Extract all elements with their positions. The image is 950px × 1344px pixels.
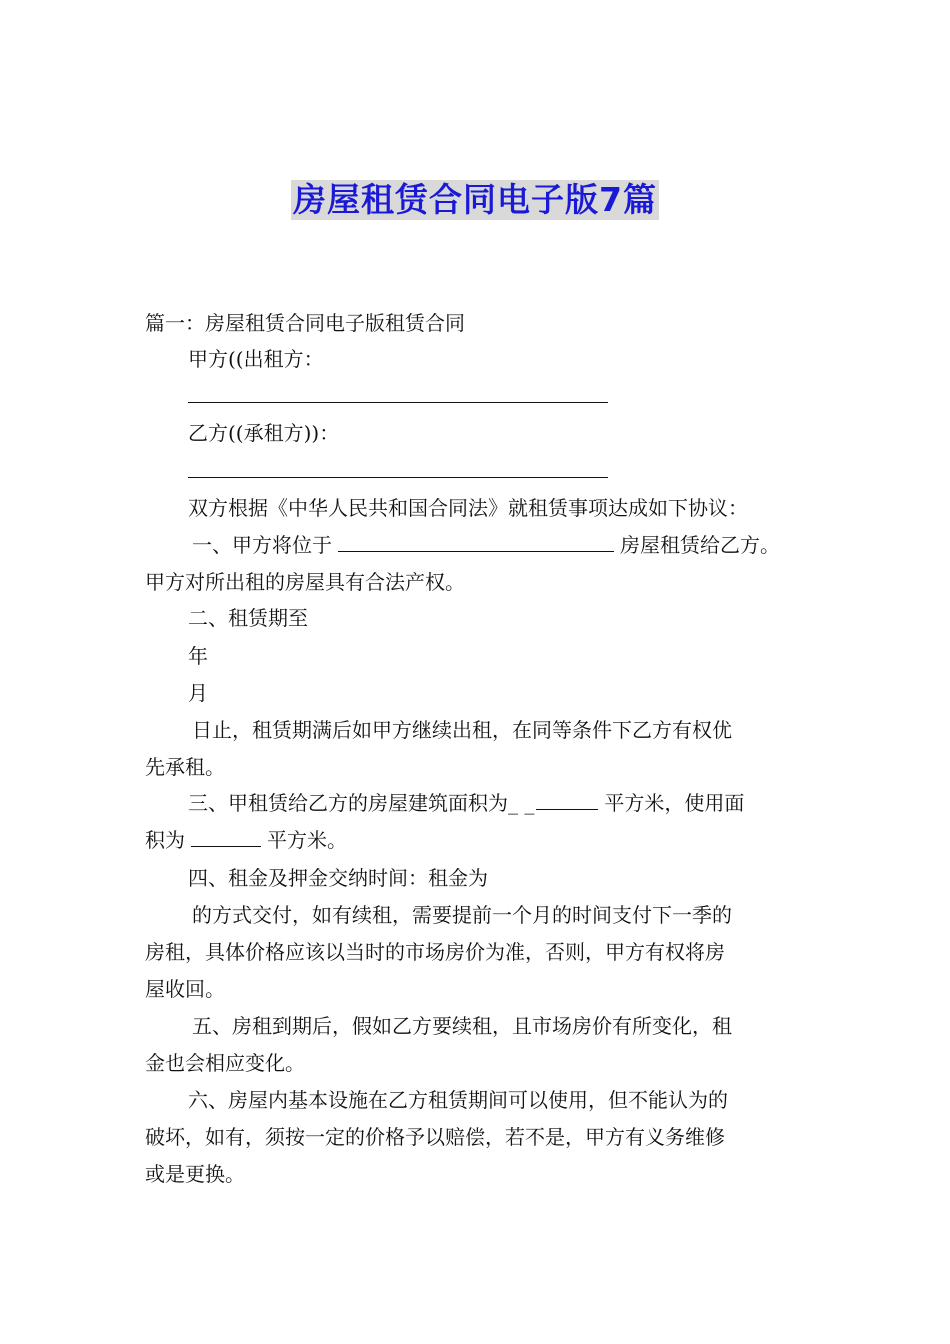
party-b-blank-line [188, 477, 608, 478]
clause-2-line-3: 月 [188, 681, 208, 705]
clause-4-line-1: 四、租金及押金交纳时间：租金为 [188, 866, 488, 890]
section-heading: 篇一：房屋租赁合同电子版租赁合同 [145, 311, 465, 335]
clause-6-line-2: 破坏，如有，须按一定的价格予以赔偿，若不是，甲方有义务维修 [145, 1125, 725, 1149]
clause-3-usable-area-blank [191, 828, 261, 847]
clause-2-line-4: 日止，租赁期满后如甲方继续出租，在同等条件下乙方有权优 [192, 718, 732, 742]
clause-3-line-2-prefix: 积为 [145, 828, 185, 852]
party-b-label: 乙方((承租方))： [188, 421, 340, 445]
clause-4-line-2: 的方式交付，如有续租，需要提前一个月的时间支付下一季的 [192, 903, 732, 927]
clause-1-address-blank [338, 533, 614, 552]
clause-6-line-1: 六、房屋内基本设施在乙方租赁期间可以使用，但不能认为的 [188, 1088, 728, 1112]
party-a-label: 甲方((出租方： [188, 347, 324, 371]
title-wrap [0, 180, 950, 220]
clause-1-line-2: 甲方对所出租的房屋具有合法产权。 [145, 570, 465, 594]
clause-2-line-2: 年 [188, 644, 208, 668]
clause-3-line-2 [145, 827, 347, 853]
clause-3-suffix: 平方米，使用面 [604, 791, 745, 815]
clause-5-line-2: 金也会相应变化。 [145, 1051, 305, 1075]
clause-1-suffix: 房屋租赁给乙方。 [620, 533, 780, 557]
clause-1-prefix: 一、甲方将位于 [192, 533, 332, 557]
document-title: 房屋租赁合同电子版7篇 [293, 180, 657, 219]
clause-4-line-4: 屋收回。 [145, 977, 225, 1001]
clause-5-line-1: 五、房租到期后，假如乙方要续租，且市场房价有所变化，租 [192, 1014, 732, 1038]
clause-4-line-3: 房租，具体价格应该以当时的市场房价为准，否则，甲方有权将房 [145, 940, 725, 964]
clause-6-line-3: 或是更换。 [145, 1162, 245, 1186]
clause-3-line-1 [188, 790, 744, 816]
party-a-blank-line [188, 402, 608, 403]
clause-2-line-5: 先承租。 [145, 755, 225, 779]
clause-3-prefix: 三、甲租赁给乙方的房屋建筑面积为_ _ [188, 791, 535, 815]
clause-3-area-blank [536, 791, 598, 810]
clause-3-line-2-suffix: 平方米。 [267, 828, 347, 852]
agreement-intro: 双方根据《中华人民共和国合同法》就租赁事项达成如下协议： [188, 496, 748, 520]
clause-1-line-1 [192, 532, 780, 558]
clause-2-line-1: 二、租赁期至 [188, 606, 308, 630]
